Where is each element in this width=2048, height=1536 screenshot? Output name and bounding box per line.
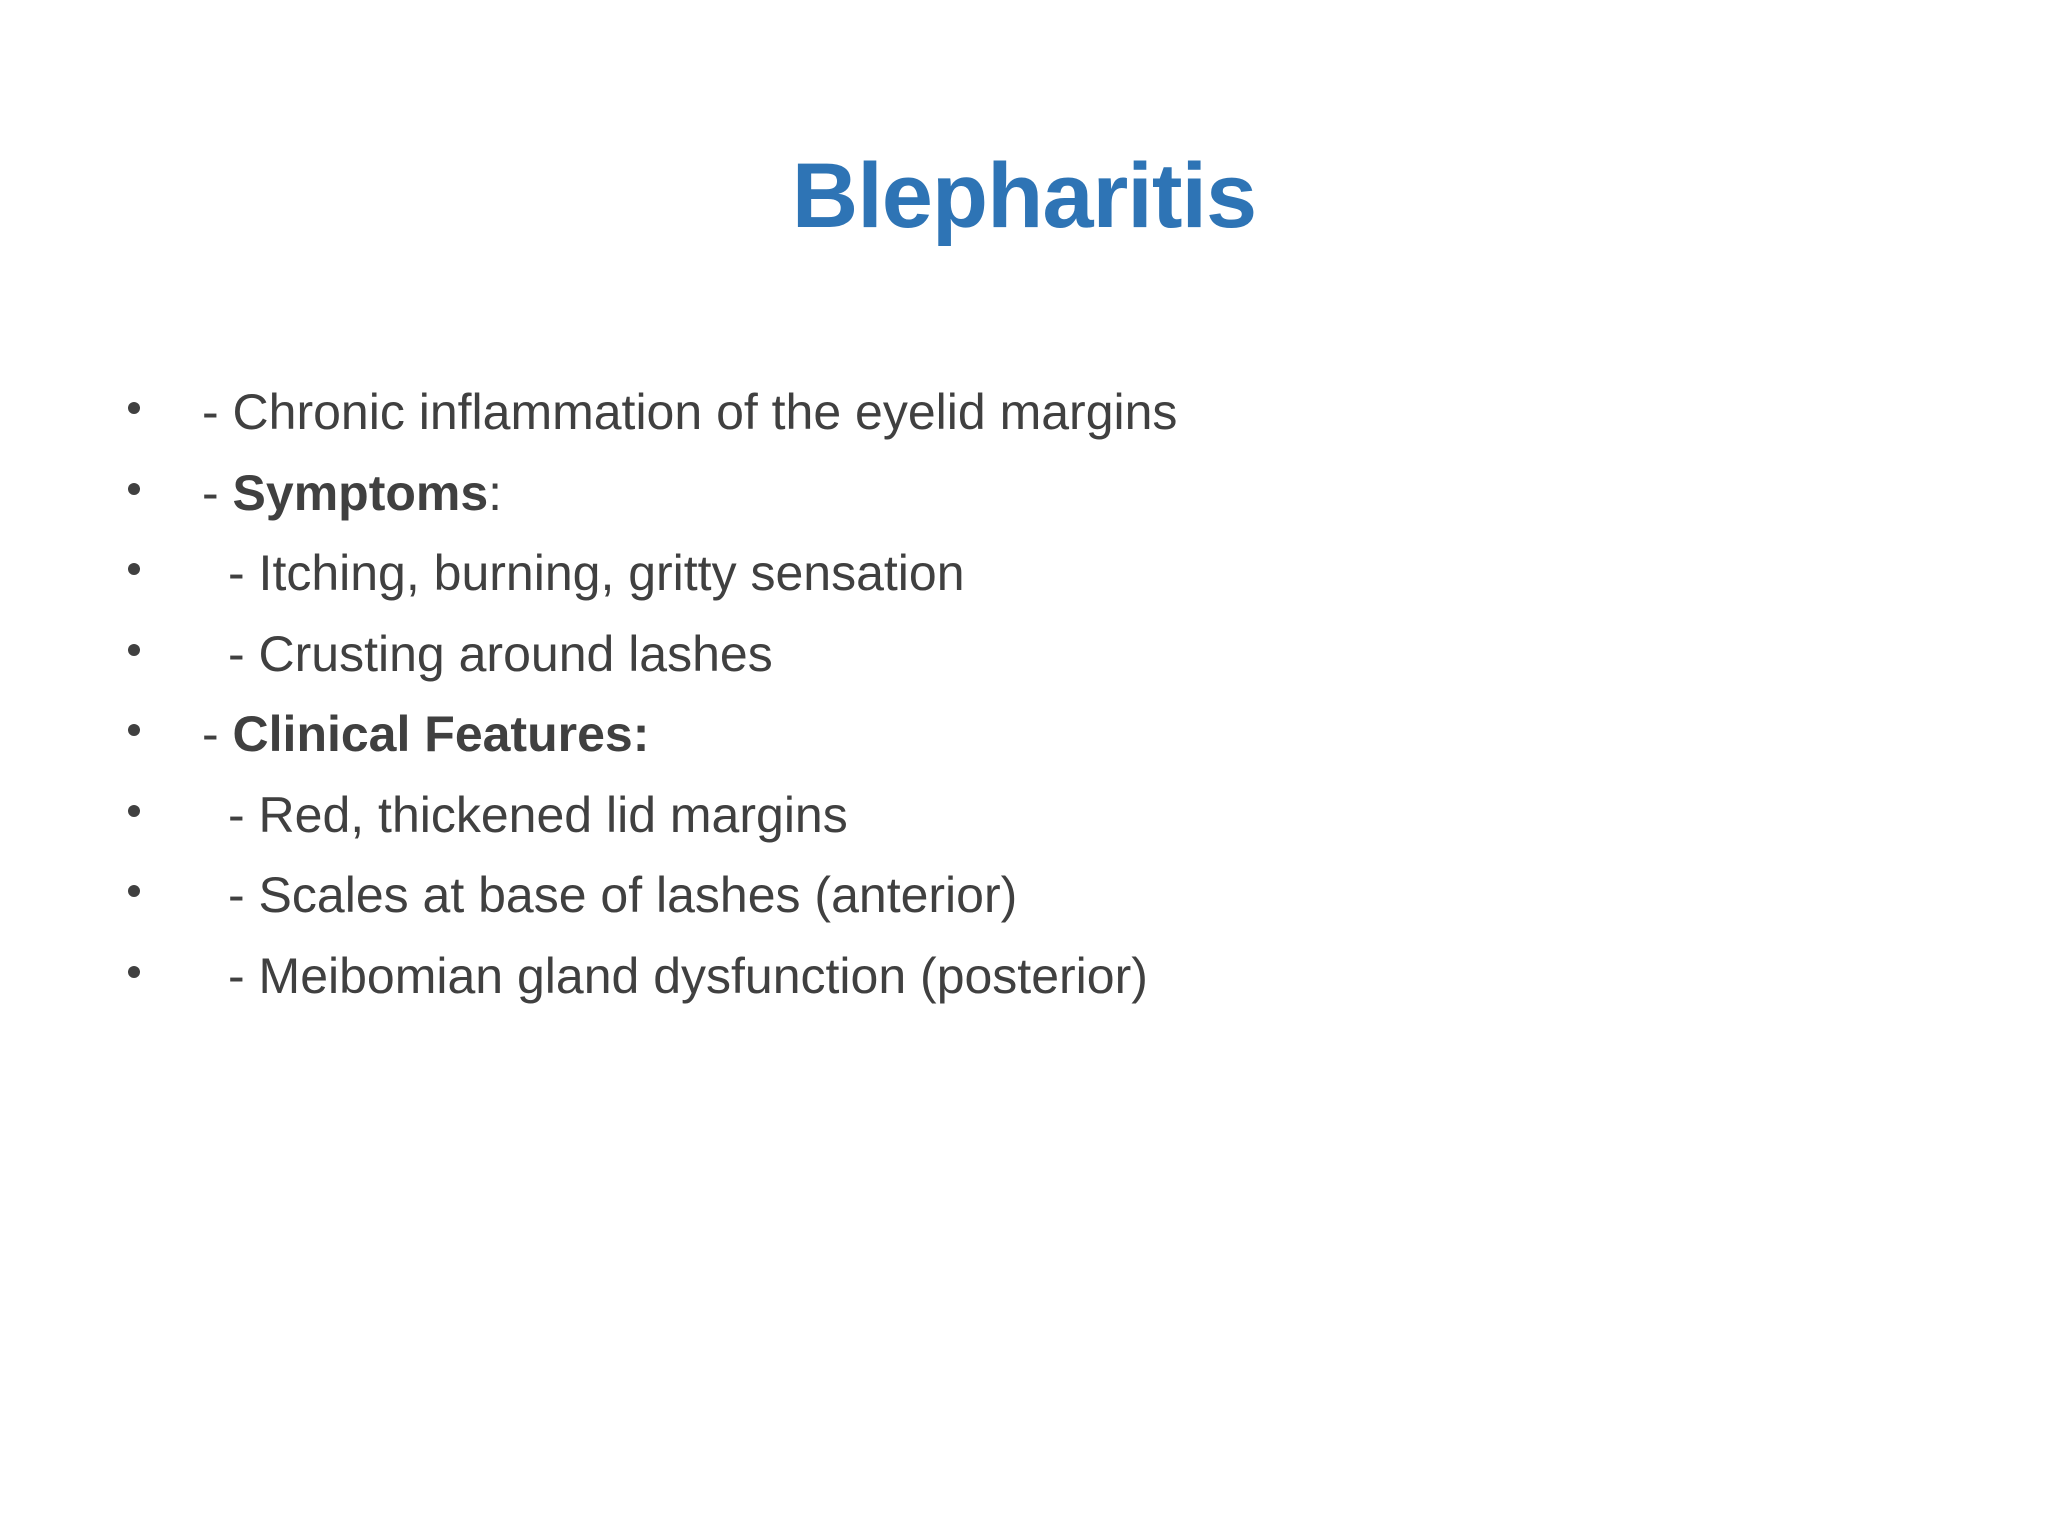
bullet-text: - Scales at base of lashes (anterior): [228, 867, 1018, 924]
bullet-text: - Red, thickened lid margins: [228, 786, 848, 843]
bullet-dot-icon: [128, 885, 140, 897]
bullet-text: - Symptoms:: [202, 464, 503, 521]
bullet-text: - Clinical Features:: [202, 706, 650, 763]
bullet-text: - Crusting around lashes: [228, 625, 773, 682]
bullet-text: - Chronic inflammation of the eyelid margins: [202, 384, 1178, 441]
bullet-dot-icon: [128, 402, 140, 414]
bullet-text: - Meibomian gland dysfunction (posterior): [228, 947, 1148, 1004]
bullet-item: [118, 694, 1918, 775]
bullet-item: [118, 453, 1918, 534]
bullet-item: [118, 614, 1918, 695]
bullet-item: [118, 936, 1918, 1017]
bullet-item: [118, 775, 1918, 856]
bullet-dot-icon: [128, 644, 140, 656]
bullet-dot-icon: [128, 563, 140, 575]
bullet-dot-icon: [128, 805, 140, 817]
bullet-item: [118, 372, 1918, 453]
bullet-dot-icon: [128, 483, 140, 495]
bullet-item: [118, 855, 1918, 936]
bullet-dot-icon: [128, 724, 140, 736]
slide-title: Blepharitis: [791, 145, 1257, 247]
bullet-dot-icon: [128, 966, 140, 978]
bullet-item: [118, 533, 1918, 614]
bullet-list: [118, 372, 1918, 1016]
bullet-text: - Itching, burning, gritty sensation: [228, 545, 965, 602]
